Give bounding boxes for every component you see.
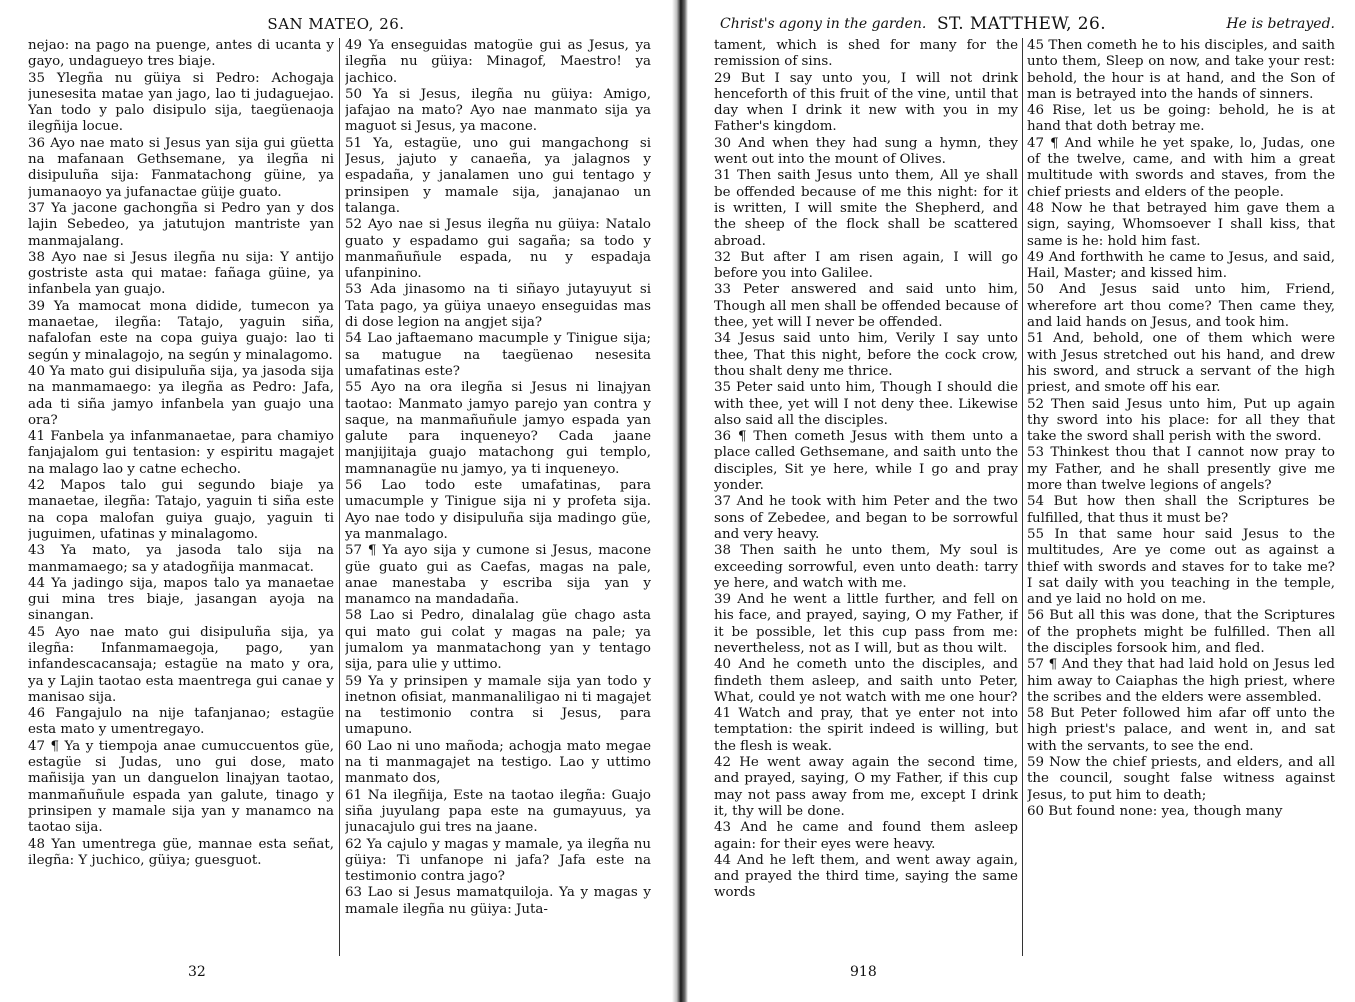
verse-paragraph: 30 And when they had sung a hymn, they went out into the mount of Olives. — [714, 135, 1018, 168]
verse-paragraph: 56 But all this was done, that the Scriptures of the prophets might be fulfilled. Then all the disciples forsook him, and fled. — [1027, 608, 1335, 656]
verse-paragraph: 53 Thinkest thou that I cannot now pray to my Father, and he shall presently give me more than twelve legions of angels? — [1027, 445, 1335, 494]
right-running-head-left: Christ's agony in the garden. — [720, 16, 927, 32]
verse-paragraph: 39 And he went a little further, and fell on his face, and prayed, saying, O my Father, if it be possible, let this cup pass from me: nevertheless, not as I will, but as thou wilt. — [714, 592, 1018, 656]
verse-paragraph: 46 Fangajulo na nije tafanjanao; estagüe esta mato y umentregayo. — [28, 706, 334, 738]
left-running-head — [0, 12, 672, 36]
verse-paragraph: 46 Rise, let us be going: behold, he is at hand that doth betray me. — [1027, 103, 1335, 135]
verse-paragraph: 56 Lao todo este umafatinas, para umacumple y Tinigue sija ni y profeta sija. Ayo nae todo y disipuluña sija madingo güe, ya manmalago. — [345, 478, 651, 542]
verse-paragraph: 38 Ayo nae si Jesus ilegña nu sija: Y antijo gostriste asta qui matae: fañaga güine, ya infanbela yan guajo. — [28, 249, 334, 298]
verse-paragraph: 41 Watch and pray, that ye enter not into temptation: the spirit indeed is willing, but the flesh is weak. — [714, 706, 1018, 754]
verse-paragraph: 50 And Jesus said unto him, Friend, wherefore art thou come? Then came they, and laid hands on Jesus, and took him. — [1027, 282, 1335, 331]
right-page-number: 918 — [850, 964, 877, 980]
verse-paragraph: 51 Ya, estagüe, uno gui mangachong si Jesus, jajuto y canaeña, ya jalagnos y espadaña, y janalamen uno gui tentago y prinsipen y mamale sija, janajanao un talanga. — [345, 135, 651, 216]
verse-paragraph: 39 Ya mamocat mona didide, tumecon ya manaetae, ilegña: Tatajo, yaguin siña, nafalofan este na copa guiya guajo: lao ti según y minalagojo, na según y minalagomo. — [28, 298, 334, 363]
verse-paragraph: 33 Peter answered and said unto him, Though all men shall be offended because of thee, yet will I never be offended. — [714, 282, 1018, 331]
verse-paragraph: 44 Ya jadingo sija, mapos talo ya manaetae gui mina tres biaje, jasangan ayoja na sinangan. — [28, 575, 334, 624]
verse-paragraph: 49 Ya enseguidas matogüe gui as Jesus, ya ilegña nu güiya: Minagof, Maestro! ya jachico. — [345, 38, 651, 86]
verse-paragraph: 47 ¶ And while he yet spake, lo, Judas, one of the twelve, came, and with him a great multitude with swords and staves, from the chief priests and elders of the people. — [1027, 135, 1335, 200]
verse-paragraph: 36 Ayo nae mato si Jesus yan sija gui güetta na mafanaan Gethsemane, ya ilegña ni disipuluña sija: Fanmatachong güine, ya jumanaoyo ya jufanactae güije guato. — [28, 135, 334, 200]
verse-paragraph: 51 And, behold, one of them which were with Jesus stretched out his hand, and drew his sword, and struck a servant of the high priest, and smote off his ear. — [1027, 331, 1335, 396]
verse-paragraph: 49 And forthwith he came to Jesus, and said, Hail, Master; and kissed him. — [1027, 249, 1335, 282]
verse-paragraph: 55 Ayo na ora ilegña si Jesus ni linajyan taotao: Manmato jamyo parejo yan contra y saque, na manmañuñule jamyo espada yan galute para inqueneyo? Cada jaane manjijitaja guajo matachong gui templo, mamnanagüe nu jamyo, ya ti inqueneyo. — [345, 380, 651, 477]
verse-paragraph: 59 Ya y prinsipen y mamale sija yan todo y inetnon ofisiat, manmanaliligao ni ti magajet na testimonio contra si Jesus, para umapuno. — [345, 673, 651, 738]
right-running-head-right: He is betrayed. — [1226, 16, 1335, 32]
left-page — [0, 0, 672, 1002]
right-running-head-title: ST. MATTHEW, 26. — [936, 14, 1107, 34]
verse-paragraph: 35 Peter said unto him, Though I should die with thee, yet will I not deny thee. Likewise also said all the disciples. — [714, 380, 1018, 428]
verse-paragraph: 40 Ya mato gui disipuluña sija, ya jasoda sija na manmamaego: ya ilegña as Pedro: Jafa, ada ti siña jamyo infanbela yan guajo una ora? — [28, 363, 334, 428]
verse-paragraph: 34 Jesus said unto him, Verily I say unto thee, That this night, before the cock crow, thou shalt deny me thrice. — [714, 331, 1018, 379]
verse-paragraph: 43 And he came and found them asleep again: for their eyes were heavy. — [714, 820, 1018, 852]
left-column-rule — [339, 38, 340, 956]
verse-paragraph: tament, which is shed for many for the remission of sins. — [714, 38, 1018, 70]
right-column-rule — [1022, 38, 1023, 956]
left-column-2 — [345, 38, 651, 958]
verse-paragraph: nejao: na pago na puenge, antes di ucanta y gayo, undagueyo tres biaje. — [28, 38, 334, 70]
verse-paragraph: 54 But how then shall the Scriptures be fulfilled, that thus it must be? — [1027, 494, 1335, 526]
verse-paragraph: 47 ¶ Ya y tiempoja anae cumuccuentos güe, estagüe si Judas, uno gui dose, mato mañisija yan un danguelon linajyan taotao, manmañuñule espada yan galute, tinago y prinsipen y mamale sija yan y manamco na taotao sija. — [28, 738, 334, 836]
verse-paragraph: 63 Lao si Jesus mamatquiloja. Ya y magas y mamale ilegña nu güiya: Juta- — [345, 885, 651, 917]
verse-paragraph: 48 Yan umentrega güe, mannae esta señat, ilegña: Y juchico, güiya; guesguot. — [28, 836, 334, 868]
verse-paragraph: 43 Ya mato, ya jasoda talo sija na manmamaego; sa y atadogñija manmacat. — [28, 543, 334, 575]
verse-paragraph: 42 Mapos talo gui segundo biaje ya manaetae, ilegña: Tatajo, yaguin ti siña este na copa malofan guiya guajo, yaguin ti juguimen, ufatinas y minalagomo. — [28, 478, 334, 542]
left-running-head-title: SAN MATEO, 26. — [267, 15, 405, 33]
book-gutter — [672, 0, 688, 1002]
verse-paragraph: 37 Ya jacone gachongña si Pedro yan y dos lajin Sebedeo, ya jatutujon mantriste yan manmajalang. — [28, 200, 334, 249]
verse-paragraph: 52 Then said Jesus unto him, Put up again thy sword into his place: for all they that take the sword shall perish with the sword. — [1027, 396, 1335, 445]
right-column-1 — [714, 38, 1018, 958]
verse-paragraph: 41 Fanbela ya infanmanaetae, para chamiyo fanjajalom gui tentasion: y espiritu magajet na malago lao y catne echecho. — [28, 429, 334, 477]
verse-paragraph: 57 ¶ Ya ayo sija y cumone si Jesus, macone güe guato gui as Caefas, magas na pale, anae manestaba y escriba sija yan y manamco na mandadaña. — [345, 543, 651, 608]
verse-paragraph: 35 Ylegña nu güiya si Pedro: Achogaja junesesita matae yan jago, lao ti judaguejao. Yan todo y palo disipulo sija, taegüenaoja ilegñija locue. — [28, 70, 334, 135]
verse-paragraph: 45 Then cometh he to his disciples, and saith unto them, Sleep on now, and take your rest: behold, the hour is at hand, and the Son of man is betrayed into the hands of sinners. — [1027, 38, 1335, 102]
left-page-number: 32 — [188, 964, 206, 980]
verse-paragraph: 37 And he took with him Peter and the two sons of Zebedee, and began to be sorrowful and very heavy. — [714, 494, 1018, 542]
verse-paragraph: 29 But I say unto you, I will not drink henceforth of this fruit of the vine, until that day when I drink it new with you in my Father's kingdom. — [714, 70, 1018, 135]
verse-paragraph: 44 And he left them, and went away again, and prayed the third time, saying the same words — [714, 852, 1018, 901]
verse-paragraph: 42 He went away again the second time, and prayed, saying, O my Father, if this cup may not pass away from me, except I drink it, thy will be done. — [714, 755, 1018, 819]
verse-paragraph: 45 Ayo nae mato gui disipuluña sija, ya ilegña: Infanmamaegoja, pago, yan infandescacansaja; estagüe na mato y ora, ya y Lajin taotao esta maentrega gui canae y manisao sija. — [28, 624, 334, 705]
right-running-head — [688, 12, 1355, 36]
verse-paragraph: 31 Then saith Jesus unto them, All ye shall be offended because of me this night: for it is written, I will smite the Shepherd, and the sheep of the flock shall be scattered abroad. — [714, 168, 1018, 249]
verse-paragraph: 32 But after I am risen again, I will go before you into Galilee. — [714, 249, 1018, 282]
verse-paragraph: 60 But found none: yea, though many — [1027, 803, 1283, 819]
verse-paragraph: 50 Ya si Jesus, ilegña nu güiya: Amigo, jafajao na mato? Ayo nae manmato sija ya maguot si Jesus, ya macone. — [345, 86, 651, 135]
verse-paragraph: 36 ¶ Then cometh Jesus with them unto a place called Gethsemane, and saith unto the disciples, Sit ye here, while I go and pray yonder. — [714, 429, 1018, 494]
verse-paragraph: 48 Now he that betrayed him gave them a sign, saying, Whomsoever I shall kiss, that same is he: hold him fast. — [1027, 200, 1335, 249]
verse-paragraph: 53 Ada jinasomo na ti siñayo jutayuyut si Tata pago, ya güiya unaeyo enseguidas mas di dose legion na angjet sija? — [345, 282, 651, 331]
verse-paragraph: 40 And he cometh unto the disciples, and findeth them asleep, and saith unto Peter, What, could ye not watch with me one hour? — [714, 657, 1018, 705]
verse-paragraph: 58 But Peter followed him afar off unto the high priest's palace, and went in, and sat with the servants, to see the end. — [1027, 706, 1335, 754]
right-column-2 — [1027, 38, 1335, 958]
verse-paragraph: 59 Now the chief priests, and elders, and all the council, sought false witness against Jesus, to put him to death; — [1027, 755, 1335, 803]
verse-paragraph: 38 Then saith he unto them, My soul is exceeding sorrowful, even unto death: tarry ye here, and watch with me. — [714, 543, 1018, 591]
verse-paragraph: 52 Ayo nae si Jesus ilegña nu güiya: Natalo guato y espadamo gui sagaña; sa todo y manmañuñule espada, nu y espadaja ufanpinino. — [345, 217, 651, 282]
left-column-1 — [28, 38, 334, 958]
verse-paragraph: 54 Lao jaftaemano macumple y Tinigue sija; sa matugue na taegüenao nesesita umafatinas este? — [345, 331, 651, 379]
verse-paragraph: 62 Ya cajulo y magas y mamale, ya ilegña nu güiya: Ti unfanope ni jafa? Jafa este na testimonio contra jago? — [345, 836, 651, 885]
right-page — [688, 0, 1355, 1002]
verse-paragraph: 58 Lao si Pedro, dinalalag güe chago asta qui mato gui colat y magas na pale; ya jumalom ya manmatachong yan y tentago sija, para ulie y uttimo. — [345, 608, 651, 673]
verse-paragraph: 61 Na ilegñija, Este na taotao ilegña: Guajo siña juyulang papa este na gumayuus, ya junacajulo gui tres na jaane. — [345, 787, 651, 836]
verse-paragraph: 55 In that same hour said Jesus to the multitudes, Are ye come out as against a thief with swords and staves for to take me? I sat daily with you teaching in the temple, and ye laid no hold on me. — [1027, 526, 1335, 608]
verse-paragraph: 60 Lao ni uno mañoda; achogja mato megae na ti manmagajet na testigo. Lao y uttimo manmato dos, — [345, 738, 651, 787]
verse-paragraph: 57 ¶ And they that had laid hold on Jesus led him away to Caiaphas the high priest, where the scribes and the elders were assembled. — [1027, 657, 1335, 705]
